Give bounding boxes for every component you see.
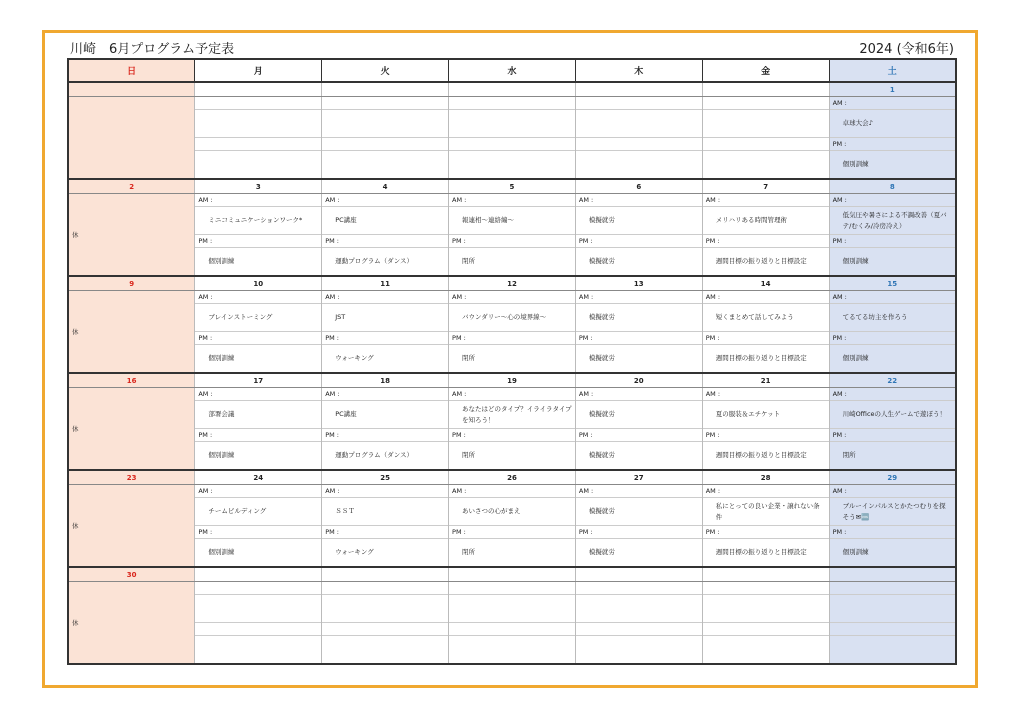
- am-label: AM :: [195, 291, 322, 304]
- pm-row: [68, 151, 956, 180]
- pm-activity-cell: [575, 151, 702, 180]
- pm-label: PM :: [449, 332, 576, 345]
- date-cell: [195, 567, 322, 582]
- am-activity-cell: [829, 304, 956, 332]
- pm-label: [449, 138, 576, 151]
- page-title: 川崎 6月プログラム予定表: [70, 42, 235, 57]
- am-activity-cell: [195, 207, 322, 235]
- pm-activity-cell: [702, 442, 829, 471]
- date-cell: 24: [195, 470, 322, 485]
- pm-label: [195, 623, 322, 636]
- pm-row: [68, 248, 956, 277]
- am-activity-cell: [195, 498, 322, 526]
- activity-text: JST: [335, 313, 346, 321]
- pm-label: PM :: [195, 332, 322, 345]
- rest-cell: [68, 97, 195, 180]
- weekday-header: 木: [575, 59, 702, 82]
- date-cell: [702, 82, 829, 97]
- pm-label: [449, 623, 576, 636]
- activity-text: PC講座: [335, 216, 357, 224]
- activity-text: ミニコミュニケーションワーク*: [208, 216, 303, 224]
- pm-label: PM :: [702, 429, 829, 442]
- am-activity-cell: [575, 595, 702, 623]
- year-label: 2024 (令和6年): [859, 42, 954, 57]
- am-activity-cell: [829, 207, 956, 235]
- activity-text: 模擬就労: [588, 548, 615, 556]
- pm-activity-cell: [449, 345, 576, 374]
- am-label: AM :: [322, 388, 449, 401]
- activity-text: 個別訓練: [208, 257, 235, 265]
- am-label: AM :: [702, 485, 829, 498]
- am-label: [702, 582, 829, 595]
- am-activity-cell: [322, 110, 449, 138]
- am-row: [68, 401, 956, 429]
- am-row: [68, 207, 956, 235]
- pm-label: [195, 138, 322, 151]
- am-label: AM :: [702, 291, 829, 304]
- am-label: [449, 97, 576, 110]
- am-label: [702, 97, 829, 110]
- am-label-row: [68, 582, 956, 595]
- am-label: [449, 582, 576, 595]
- date-cell: [322, 82, 449, 97]
- am-activity-cell: [195, 401, 322, 429]
- date-cell: [195, 82, 322, 97]
- am-row: [68, 110, 956, 138]
- am-label: AM :: [575, 388, 702, 401]
- schedule-table: [67, 58, 957, 665]
- rest-cell: 休: [68, 194, 195, 277]
- activity-text: 模擬就労: [588, 257, 615, 265]
- pm-activity-cell: [829, 539, 956, 568]
- am-activity-cell: [195, 304, 322, 332]
- date-cell: 10: [195, 276, 322, 291]
- date-cell: 13: [575, 276, 702, 291]
- am-label: AM :: [449, 291, 576, 304]
- pm-row: [68, 636, 956, 665]
- date-cell: 11: [322, 276, 449, 291]
- activity-text: 模擬就労: [588, 451, 615, 459]
- activity-text: 模擬就労: [588, 410, 615, 418]
- pm-label-row: [68, 623, 956, 636]
- date-cell: [702, 567, 829, 582]
- am-label: AM :: [829, 194, 956, 207]
- am-activity-cell: [575, 498, 702, 526]
- activity-text: 模擬就労: [588, 313, 615, 321]
- date-row: [68, 276, 956, 291]
- am-label: AM :: [575, 485, 702, 498]
- rest-cell: 休: [68, 388, 195, 471]
- am-label: AM :: [829, 291, 956, 304]
- activity-text: ウォーキング: [335, 354, 374, 362]
- pm-activity-cell: [702, 636, 829, 665]
- am-label: [575, 97, 702, 110]
- am-activity-cell: [575, 401, 702, 429]
- weekday-header: 日: [68, 59, 195, 82]
- date-cell: 16: [68, 373, 195, 388]
- weekday-header: 水: [449, 59, 576, 82]
- am-activity-cell: [322, 498, 449, 526]
- date-cell: 8: [829, 179, 956, 194]
- am-row: [68, 498, 956, 526]
- pm-label: PM :: [322, 429, 449, 442]
- am-activity-cell: [829, 498, 956, 526]
- activity-text: 週間目標の振り返りと目標設定: [715, 354, 807, 362]
- pm-activity-cell: [829, 442, 956, 471]
- date-cell: 23: [68, 470, 195, 485]
- pm-label: [702, 138, 829, 151]
- pm-activity-cell: [702, 345, 829, 374]
- activity-text: ブレインストーミング: [208, 313, 273, 321]
- pm-label: PM :: [702, 235, 829, 248]
- pm-activity-cell: [322, 151, 449, 180]
- pm-row: [68, 442, 956, 471]
- rest-cell: 休: [68, 582, 195, 665]
- activity-text: 運動プログラム（ダンス）: [335, 257, 413, 265]
- am-label: [322, 97, 449, 110]
- pm-label: PM :: [829, 332, 956, 345]
- pm-label: PM :: [195, 235, 322, 248]
- date-cell: 15: [829, 276, 956, 291]
- am-label: AM :: [322, 291, 449, 304]
- activity-text: PC講座: [335, 410, 357, 418]
- weekday-header-row: [68, 59, 956, 82]
- activity-text: あいさつの心がまえ: [462, 507, 521, 515]
- activity-text: 閉所: [462, 354, 476, 362]
- activity-text: 模擬就労: [588, 216, 615, 224]
- activity-text: 週間目標の振り返りと目標設定: [715, 257, 807, 265]
- activity-text: 模擬就労: [588, 507, 615, 515]
- am-label: AM :: [449, 388, 576, 401]
- am-row: [68, 595, 956, 623]
- pm-label: PM :: [322, 526, 449, 539]
- pm-activity-cell: [575, 636, 702, 665]
- am-activity-cell: [829, 110, 956, 138]
- date-cell: [322, 567, 449, 582]
- pm-label: PM :: [575, 526, 702, 539]
- pm-activity-cell: [322, 345, 449, 374]
- pm-label-row: [68, 526, 956, 539]
- pm-activity-cell: [195, 636, 322, 665]
- activity-text: てるてる坊主を作ろう: [842, 313, 908, 321]
- activity-text: 報連相～連絡編～: [462, 216, 515, 224]
- am-label: AM :: [702, 194, 829, 207]
- activity-text: 個別訓練: [842, 257, 869, 265]
- am-label-row: [68, 194, 956, 207]
- activity-text: バウンダリー～心の境界線～: [462, 313, 547, 321]
- am-label: AM :: [829, 485, 956, 498]
- activity-text: 個別訓練: [842, 548, 869, 556]
- activity-text: 個別訓練: [208, 548, 235, 556]
- pm-label: PM :: [575, 235, 702, 248]
- am-activity-cell: [449, 110, 576, 138]
- date-cell: 5: [449, 179, 576, 194]
- date-cell: [449, 82, 576, 97]
- pm-activity-cell: [575, 345, 702, 374]
- pm-label: [575, 623, 702, 636]
- pm-row: [68, 345, 956, 374]
- date-cell: 26: [449, 470, 576, 485]
- pm-activity-cell: [829, 151, 956, 180]
- activity-text: 個別訓練: [208, 354, 235, 362]
- activity-text: 閉所: [462, 548, 476, 556]
- pm-activity-cell: [195, 248, 322, 277]
- pm-activity-cell: [449, 151, 576, 180]
- date-cell: 27: [575, 470, 702, 485]
- am-activity-cell: [702, 110, 829, 138]
- activity-text: 個別訓練: [842, 160, 869, 168]
- date-cell: 3: [195, 179, 322, 194]
- am-label: AM :: [195, 485, 322, 498]
- am-activity-cell: [702, 498, 829, 526]
- am-activity-cell: [575, 304, 702, 332]
- date-cell: 20: [575, 373, 702, 388]
- date-row: [68, 373, 956, 388]
- pm-activity-cell: [322, 636, 449, 665]
- pm-activity-cell: [322, 442, 449, 471]
- am-activity-cell: [449, 498, 576, 526]
- activity-text: 部署会議: [208, 410, 235, 418]
- am-label: AM :: [575, 291, 702, 304]
- am-label: [322, 582, 449, 595]
- date-cell: 4: [322, 179, 449, 194]
- rest-cell: 休: [68, 485, 195, 568]
- date-cell: 7: [702, 179, 829, 194]
- am-activity-cell: [449, 207, 576, 235]
- activity-text: 夏の服装＆エチケット: [715, 410, 781, 418]
- pm-label: PM :: [702, 526, 829, 539]
- am-label: AM :: [449, 194, 576, 207]
- am-label-row: [68, 388, 956, 401]
- pm-label: PM :: [829, 235, 956, 248]
- pm-activity-cell: [195, 151, 322, 180]
- pm-label-row: [68, 235, 956, 248]
- pm-label: PM :: [702, 332, 829, 345]
- pm-label: PM :: [195, 429, 322, 442]
- am-label: AM :: [702, 388, 829, 401]
- am-label: AM :: [575, 194, 702, 207]
- am-label: [575, 582, 702, 595]
- date-cell: 9: [68, 276, 195, 291]
- pm-label: PM :: [829, 429, 956, 442]
- pm-activity-cell: [829, 636, 956, 665]
- activity-text: 週間目標の振り返りと目標設定: [715, 548, 807, 556]
- pm-label: PM :: [829, 138, 956, 151]
- pm-label: PM :: [575, 332, 702, 345]
- weekday-header: 火: [322, 59, 449, 82]
- pm-label: PM :: [575, 429, 702, 442]
- am-activity-cell: [195, 110, 322, 138]
- am-activity-cell: [702, 304, 829, 332]
- pm-label: PM :: [195, 526, 322, 539]
- am-activity-cell: [449, 595, 576, 623]
- pm-activity-cell: [702, 151, 829, 180]
- pm-activity-cell: [195, 345, 322, 374]
- am-activity-cell: [449, 401, 576, 429]
- weekday-header: 月: [195, 59, 322, 82]
- date-cell: 2: [68, 179, 195, 194]
- am-label-row: [68, 97, 956, 110]
- activity-text: 週間目標の振り返りと目標設定: [715, 451, 807, 459]
- pm-activity-cell: [575, 539, 702, 568]
- weekday-header: 金: [702, 59, 829, 82]
- am-activity-cell: [702, 401, 829, 429]
- date-cell: 12: [449, 276, 576, 291]
- pm-activity-cell: [829, 345, 956, 374]
- date-cell: [829, 567, 956, 582]
- rest-cell: 休: [68, 291, 195, 374]
- am-label-row: [68, 291, 956, 304]
- activity-text: 私にとっての良い企業・譲れない条件: [715, 501, 820, 521]
- weekday-header: 土: [829, 59, 956, 82]
- pm-activity-cell: [322, 248, 449, 277]
- pm-activity-cell: [829, 248, 956, 277]
- activity-text: 模擬就労: [588, 354, 615, 362]
- date-cell: 6: [575, 179, 702, 194]
- date-cell: 19: [449, 373, 576, 388]
- am-activity-cell: [829, 595, 956, 623]
- am-row: [68, 304, 956, 332]
- activity-text: 閉所: [462, 451, 476, 459]
- date-row: [68, 567, 956, 582]
- pm-label: PM :: [322, 235, 449, 248]
- activity-text: ウォーキング: [335, 548, 374, 556]
- date-cell: 1: [829, 82, 956, 97]
- date-cell: 21: [702, 373, 829, 388]
- am-activity-cell: [322, 304, 449, 332]
- activity-text: ブルーインパルスとかたつむりを探そう✉🆒: [842, 501, 946, 521]
- pm-label: [702, 623, 829, 636]
- am-activity-cell: [829, 401, 956, 429]
- am-label: [829, 582, 956, 595]
- am-activity-cell: [322, 207, 449, 235]
- date-cell: [449, 567, 576, 582]
- pm-activity-cell: [449, 539, 576, 568]
- date-cell: [575, 567, 702, 582]
- pm-activity-cell: [702, 539, 829, 568]
- pm-label: PM :: [322, 332, 449, 345]
- am-activity-cell: [322, 401, 449, 429]
- pm-activity-cell: [575, 248, 702, 277]
- pm-activity-cell: [195, 442, 322, 471]
- date-row: [68, 470, 956, 485]
- activity-text: あなたはどのタイプ？イライラタイプを知ろう！: [462, 404, 572, 424]
- pm-label-row: [68, 332, 956, 345]
- am-activity-cell: [449, 304, 576, 332]
- pm-activity-cell: [702, 248, 829, 277]
- pm-label: [322, 623, 449, 636]
- date-cell: 18: [322, 373, 449, 388]
- activity-text: 低気圧や暑さによる不調改善（夏バテ/むくみ/冷房冷え）: [842, 210, 947, 230]
- pm-activity-cell: [195, 539, 322, 568]
- pm-label: PM :: [449, 526, 576, 539]
- date-cell: 29: [829, 470, 956, 485]
- activity-text: 短くまとめて話してみよう: [715, 313, 794, 321]
- am-label: AM :: [829, 388, 956, 401]
- date-cell: 17: [195, 373, 322, 388]
- am-activity-cell: [575, 110, 702, 138]
- am-label: AM :: [449, 485, 576, 498]
- am-activity-cell: [322, 595, 449, 623]
- pm-activity-cell: [575, 442, 702, 471]
- am-activity-cell: [702, 595, 829, 623]
- pm-label-row: [68, 138, 956, 151]
- date-row: [68, 82, 956, 97]
- date-cell: [68, 82, 195, 97]
- date-cell: [575, 82, 702, 97]
- activity-text: 卓球大会♪: [842, 119, 873, 127]
- activity-text: メリハリある時間管理術: [715, 216, 788, 224]
- pm-activity-cell: [449, 442, 576, 471]
- date-row: [68, 179, 956, 194]
- pm-label: PM :: [829, 526, 956, 539]
- activity-text: 川崎Officeの人生ゲームで遊ぼう！: [842, 410, 947, 418]
- pm-label: [322, 138, 449, 151]
- activity-text: チームビルディング: [208, 507, 267, 515]
- pm-activity-cell: [322, 539, 449, 568]
- am-activity-cell: [575, 207, 702, 235]
- pm-activity-cell: [449, 248, 576, 277]
- am-label: [195, 582, 322, 595]
- am-activity-cell: [702, 207, 829, 235]
- date-cell: 28: [702, 470, 829, 485]
- am-label: AM :: [322, 194, 449, 207]
- am-label: AM :: [322, 485, 449, 498]
- date-cell: 30: [68, 567, 195, 582]
- pm-label: PM :: [449, 429, 576, 442]
- am-label: AM :: [195, 388, 322, 401]
- am-activity-cell: [195, 595, 322, 623]
- pm-label: PM :: [449, 235, 576, 248]
- am-label: AM :: [829, 97, 956, 110]
- activity-text: 個別訓練: [842, 354, 869, 362]
- date-cell: 22: [829, 373, 956, 388]
- date-cell: 25: [322, 470, 449, 485]
- date-cell: 14: [702, 276, 829, 291]
- activity-text: 閉所: [842, 451, 856, 459]
- activity-text: 個別訓練: [208, 451, 235, 459]
- activity-text: 閉所: [462, 257, 476, 265]
- activity-text: 運動プログラム（ダンス）: [335, 451, 413, 459]
- pm-activity-cell: [449, 636, 576, 665]
- am-label: [195, 97, 322, 110]
- pm-label: [829, 623, 956, 636]
- am-label-row: [68, 485, 956, 498]
- activity-text: ＳＳＴ: [335, 507, 355, 515]
- pm-row: [68, 539, 956, 568]
- am-label: AM :: [195, 194, 322, 207]
- pm-label-row: [68, 429, 956, 442]
- pm-label: [575, 138, 702, 151]
